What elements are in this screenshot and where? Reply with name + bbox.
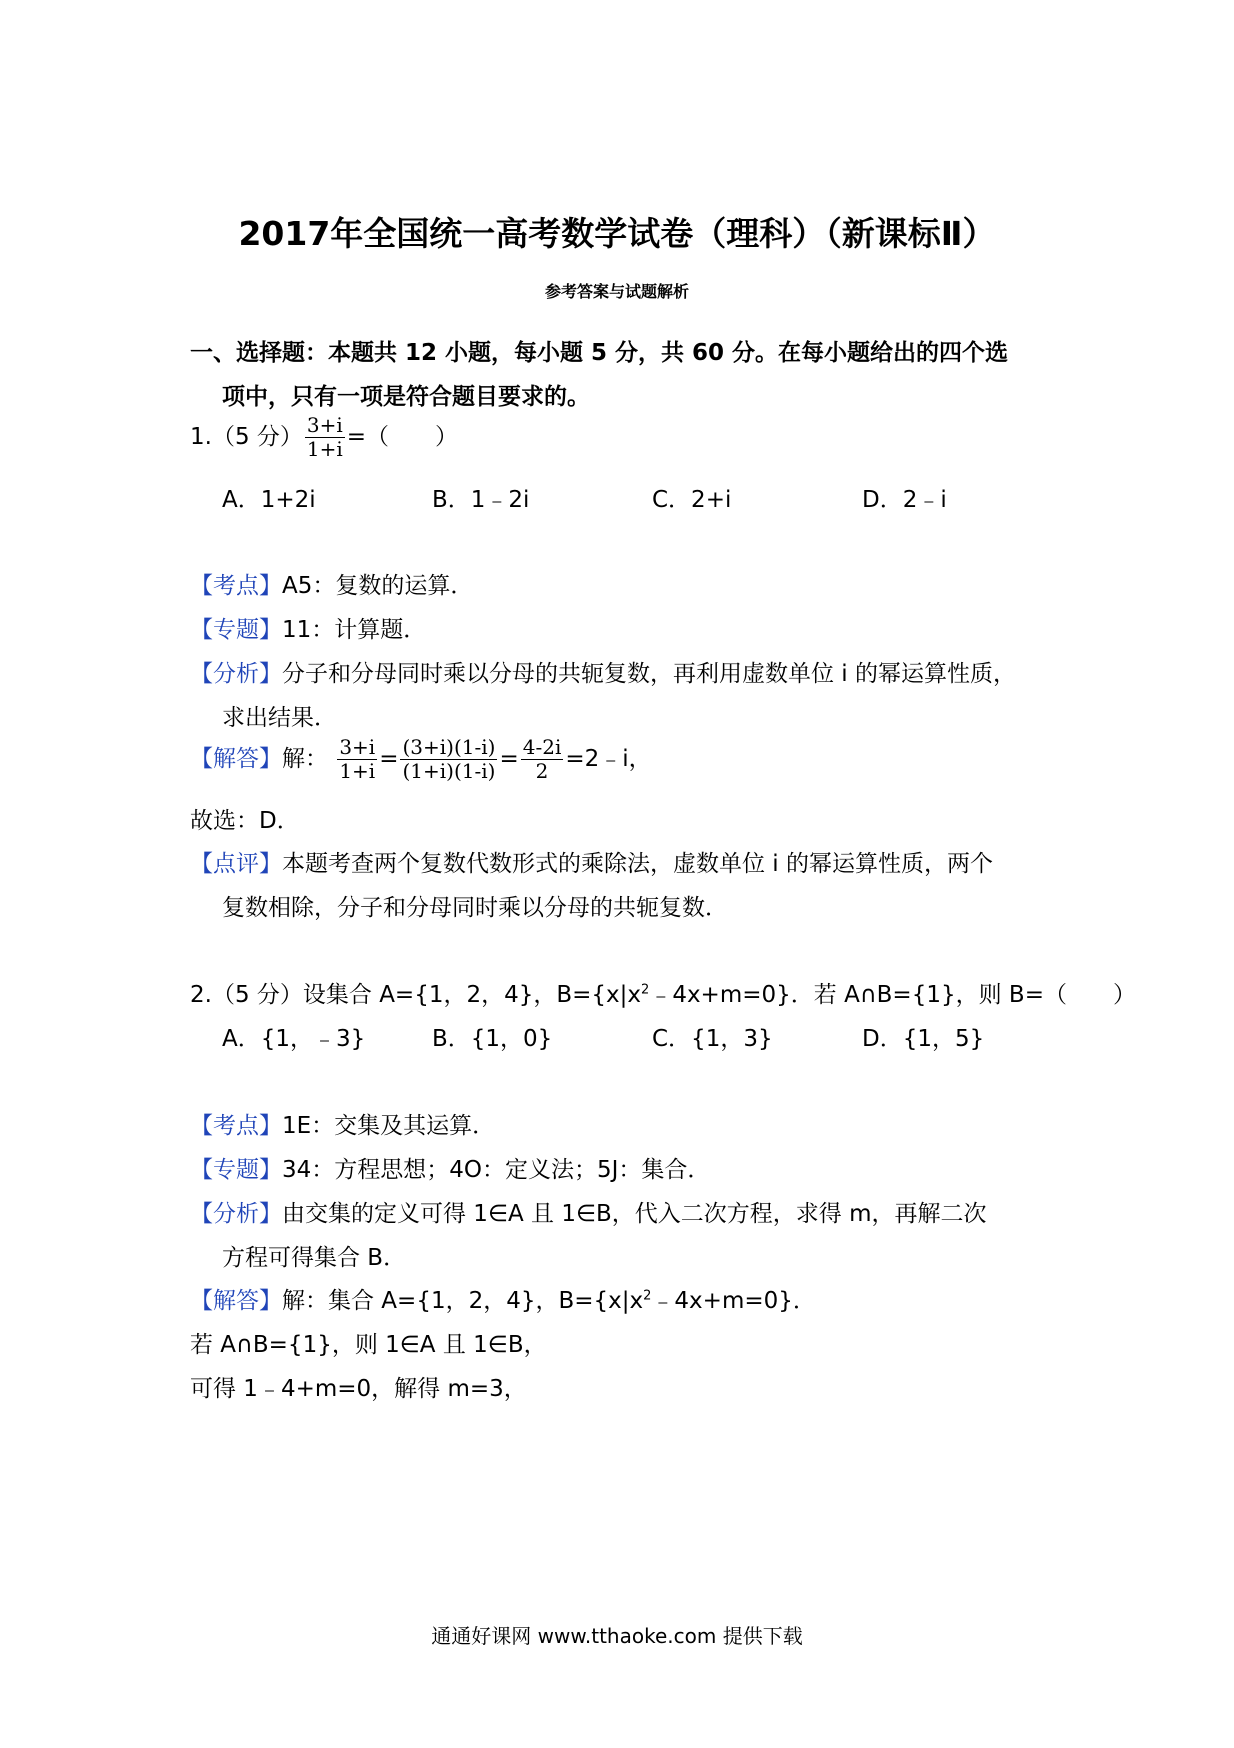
q1-f3-num: 4-2i xyxy=(522,735,562,759)
q1-frac-num: 3+i xyxy=(306,413,343,437)
q2-fenxi-tag: 【分析】 xyxy=(190,1201,282,1227)
q1-kaodian-tag: 【考点】 xyxy=(190,573,282,599)
q2-option-c: C．{1，3} xyxy=(652,1026,773,1052)
q2-fenxi-text2: 方程可得集合 B． xyxy=(222,1245,407,1271)
q1-zhuanti-text: 11：计算题． xyxy=(282,617,427,643)
q1-kaodian-text: A5：复数的运算． xyxy=(282,573,474,599)
page-footer: 通通好课网 www.tthaoke.com 提供下载 xyxy=(431,1624,803,1648)
q2-stem-sup: 2 xyxy=(641,982,650,998)
q1-fenxi-text2: 求出结果． xyxy=(222,705,337,731)
page-subtitle: 参考答案与试题解析 xyxy=(544,282,689,301)
q1-jieda-suffix: =2﹣i， xyxy=(565,746,652,772)
q2-zhuanti xyxy=(190,1151,710,1184)
q1-jieda-tag: 【解答】 xyxy=(190,746,282,772)
q1-option-b: B．1﹣2i xyxy=(432,487,530,513)
q1-fenxi xyxy=(190,655,1016,688)
q2-stem-a: 2.（5 分）设集合 A={1，2，4}，B={x|x xyxy=(190,982,642,1008)
q1-zhuanti-tag: 【专题】 xyxy=(190,617,282,643)
q2-jieda-a: 解：集合 A={1，2，4}，B={x|x xyxy=(282,1288,644,1314)
q1-jieda-prefix: 解： xyxy=(282,746,328,772)
q1-frac-den: 1+i xyxy=(306,437,343,461)
q2-fenxi xyxy=(190,1195,987,1228)
q1-jieda-frac3 xyxy=(521,736,564,783)
q1-jieda: 【解答】解： $\frac{3+i}{1+i}$ = $\frac{(3+i)(1-i)}{(1+i)(1-i)}$ = $\frac{4-2i}{2}$ =2﹣i， xyxy=(190,735,652,783)
section-heading-line1: 一、选择题：本题共 12 小题，每小题 5 分，共 60 分。在每小题给出的四个选 xyxy=(190,340,1009,366)
q1-option-c: C．2+i xyxy=(652,487,732,513)
q1-dianping-text2: 复数相除，分子和分母同时乘以分母的共轭复数． xyxy=(222,895,728,921)
q1-dianping xyxy=(190,845,993,878)
q2-fenxi-text1: 由交集的定义可得 1∈A 且 1∈B，代入二次方程，求得 m，再解二次 xyxy=(282,1201,987,1227)
section-heading-line2: 项中，只有一项是符合题目要求的。 xyxy=(222,384,590,410)
q1-f1-num: 3+i xyxy=(339,735,376,759)
q1-guxuan: 故选：D． xyxy=(190,808,300,834)
q1-jieda-frac1 xyxy=(337,736,377,783)
q1-dianping-text1: 本题考查两个复数代数形式的乘除法，虚数单位 i 的幂运算性质，两个 xyxy=(282,851,994,877)
q1-suffix: =（ ） xyxy=(346,424,459,450)
q1-jieda-frac2 xyxy=(400,736,497,783)
q2-jieda-sup: 2 xyxy=(643,1288,652,1304)
q2-kaodian-text: 1E：交集及其运算． xyxy=(282,1113,496,1139)
q1-dianping-tag: 【点评】 xyxy=(190,851,282,877)
q2-line-kede: 可得 1﹣4+m=0，解得 m=3， xyxy=(190,1376,527,1402)
q2-jieda xyxy=(190,1282,816,1315)
q1-stem xyxy=(190,414,458,461)
q1-f3-den: 2 xyxy=(535,759,549,783)
q1-f2-den: (1+i)(1-i) xyxy=(402,759,496,783)
q1-f1-den: 1+i xyxy=(339,759,376,783)
q1-f2-num: (3+i)(1-i) xyxy=(402,735,496,759)
q1-option-a: A．1+2i xyxy=(222,487,316,513)
q2-stem xyxy=(190,976,1136,1009)
q2-zhuanti-tag: 【专题】 xyxy=(190,1157,282,1183)
q2-kaodian xyxy=(190,1107,495,1140)
q1-fenxi-text1: 分子和分母同时乘以分母的共轭复数，再利用虚数单位 i 的幂运算性质， xyxy=(282,661,1017,687)
q2-option-a: A．{1，﹣3} xyxy=(222,1026,366,1052)
q2-stem-b: ﹣4x+m=0}．若 A∩B={1}，则 B=（ ） xyxy=(649,982,1136,1008)
page-title: 2017年全国统一高考数学试卷（理科）（新课标Ⅱ） xyxy=(238,214,996,253)
q1-prefix: 1.（5 分） xyxy=(190,424,303,450)
q2-jieda-b: ﹣4x+m=0}． xyxy=(651,1288,816,1314)
q1-option-d: D．2﹣i xyxy=(862,487,947,513)
q2-option-d: D．{1，5} xyxy=(862,1026,985,1052)
q1-kaodian xyxy=(190,567,473,600)
q1-zhuanti xyxy=(190,611,426,644)
q2-line-ruo: 若 A∩B={1}，则 1∈A 且 1∈B， xyxy=(190,1332,547,1358)
q2-jieda-tag: 【解答】 xyxy=(190,1288,282,1314)
q1-fraction xyxy=(305,414,345,461)
q2-zhuanti-text: 34：方程思想；4O：定义法；5J：集合． xyxy=(282,1157,711,1183)
q2-option-b: B．{1，0} xyxy=(432,1026,553,1052)
q2-kaodian-tag: 【考点】 xyxy=(190,1113,282,1139)
q1-fenxi-tag: 【分析】 xyxy=(190,661,282,687)
